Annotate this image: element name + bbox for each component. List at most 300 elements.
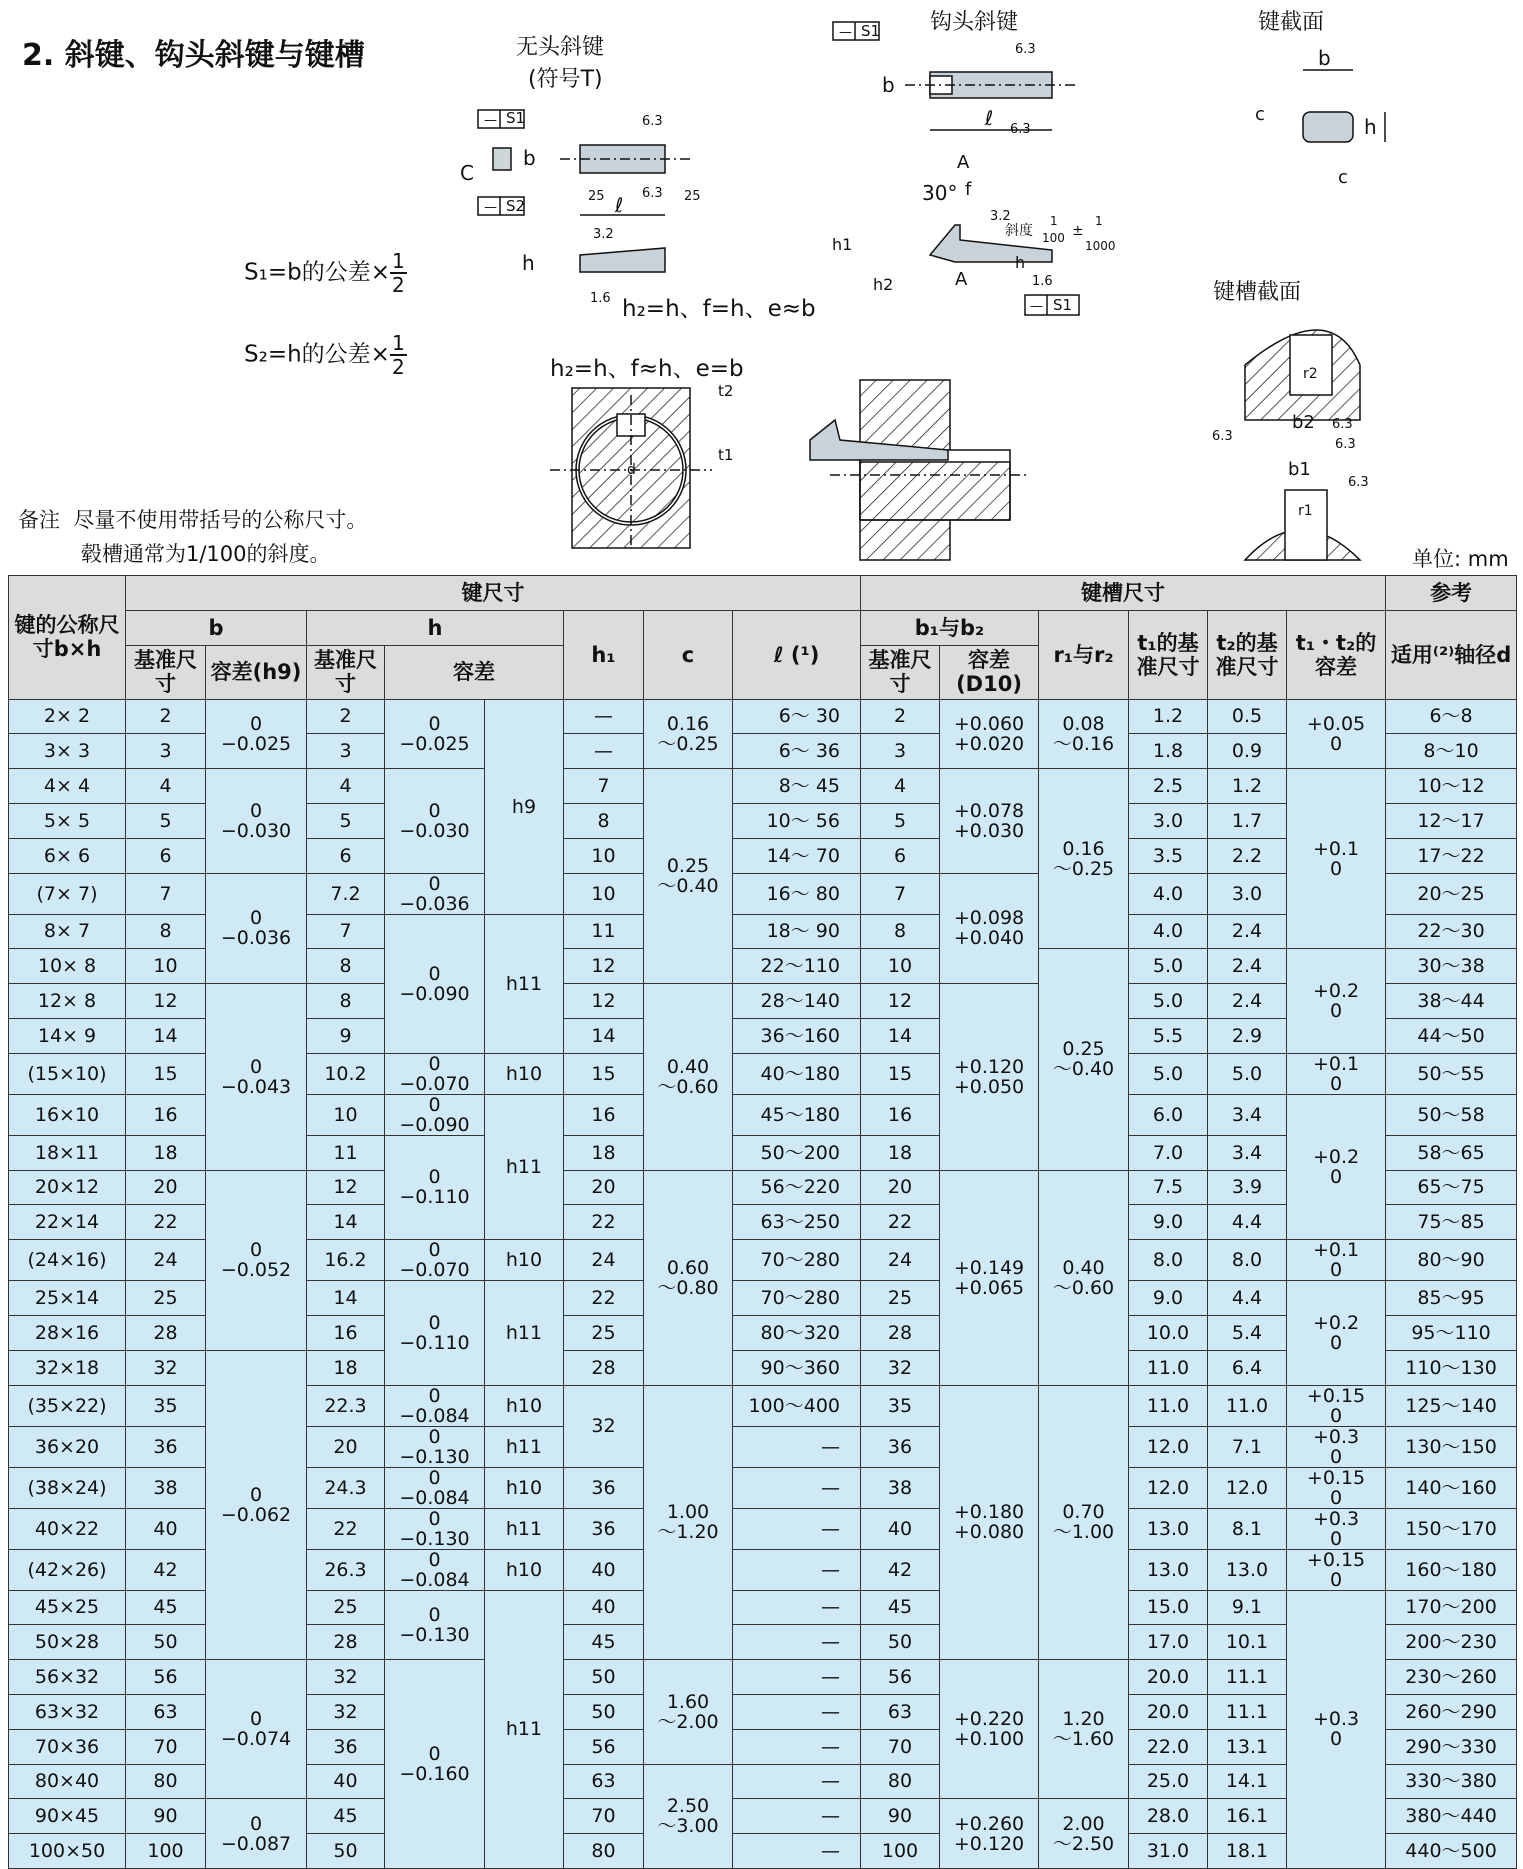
cell-h1: 50	[564, 1660, 644, 1695]
cell-b: 16	[126, 1094, 206, 1135]
shaft-section-drawing	[550, 382, 733, 548]
cell-t2: 16.1	[1208, 1799, 1287, 1834]
cell-d: 8～10	[1386, 734, 1517, 769]
plain-key-drawing	[460, 109, 701, 306]
svg-text:r1: r1	[1298, 503, 1313, 519]
cell-b: 22	[126, 1205, 206, 1240]
merged-cell: h10	[485, 1385, 564, 1426]
cell-t2: 7.1	[1208, 1426, 1287, 1467]
cell-l: —	[733, 1549, 861, 1590]
cell-size: (15×10)	[9, 1053, 126, 1094]
cell-size: (38×24)	[9, 1467, 126, 1508]
cell-h: 26.3	[307, 1549, 385, 1590]
svg-text:100: 100	[1042, 231, 1065, 245]
cell-b: 6	[126, 838, 206, 873]
merged-cell: 0.16 ～0.25	[1039, 769, 1129, 949]
cell-t2: 1.2	[1208, 769, 1287, 804]
cell-t1: 7.5	[1129, 1170, 1208, 1205]
col-l: ℓ (¹)	[733, 610, 861, 699]
merged-cell: h11	[485, 1590, 564, 1868]
cell-d: 330～380	[1386, 1764, 1517, 1799]
cell-l: 14～ 70	[733, 838, 861, 873]
cell-t2: 0.5	[1208, 699, 1287, 734]
merged-cell: 0 −0.036	[206, 873, 307, 984]
cell-t2: 13.1	[1208, 1729, 1287, 1764]
cell-l: 80～320	[733, 1315, 861, 1350]
cell-t1: 20.0	[1129, 1660, 1208, 1695]
cell-h1: 28	[564, 1350, 644, 1385]
merged-cell: 1.20 ～1.60	[1039, 1660, 1129, 1799]
cell-h: 25	[307, 1590, 385, 1625]
cell-h: 45	[307, 1799, 385, 1834]
cell-t2: 4.4	[1208, 1205, 1287, 1240]
svg-text:h: h	[522, 251, 535, 275]
cell-d: 125～140	[1386, 1385, 1517, 1426]
cell-h: 32	[307, 1694, 385, 1729]
cell-h1: 15	[564, 1053, 644, 1094]
cell-t2: 3.0	[1208, 873, 1287, 914]
svg-text:h1: h1	[832, 235, 853, 254]
svg-text:3.2: 3.2	[593, 227, 614, 242]
plain-key-label: 无头斜键	[516, 35, 605, 60]
cell-b1: 36	[861, 1426, 940, 1467]
key-section-label: 键截面	[1258, 10, 1325, 35]
merged-cell: 0 −0.090	[385, 914, 485, 1053]
col-h-base: 基准尺寸	[307, 645, 385, 699]
cell-h: 12	[307, 1170, 385, 1205]
cell-l: —	[733, 1508, 861, 1549]
merged-cell: 0 −0.025	[206, 699, 307, 769]
cell-d: 440～500	[1386, 1834, 1517, 1869]
cell-t2: 2.4	[1208, 914, 1287, 949]
merged-cell: 0 −0.062	[206, 1350, 307, 1659]
cell-t2: 9.1	[1208, 1590, 1287, 1625]
key-section-drawing	[1255, 46, 1385, 188]
cell-l: —	[733, 1694, 861, 1729]
cell-h1: 10	[564, 873, 644, 914]
cell-t2: 2.4	[1208, 949, 1287, 984]
cell-t2: 0.9	[1208, 734, 1287, 769]
cell-d: 95～110	[1386, 1315, 1517, 1350]
cell-b1: 28	[861, 1315, 940, 1350]
cell-t1: 22.0	[1129, 1729, 1208, 1764]
cell-t1: 31.0	[1129, 1834, 1208, 1869]
svg-text:25: 25	[588, 189, 605, 204]
cell-t1: 10.0	[1129, 1315, 1208, 1350]
cell-size: (35×22)	[9, 1385, 126, 1426]
cell-size: 16×10	[9, 1094, 126, 1135]
svg-text:h2: h2	[873, 275, 894, 294]
cell-t2: 2.2	[1208, 838, 1287, 873]
cell-h: 9	[307, 1018, 385, 1053]
cell-b1: 10	[861, 949, 940, 984]
cell-t2: 8.1	[1208, 1508, 1287, 1549]
cell-b: 12	[126, 984, 206, 1019]
col-t1: t₁的基准尺寸	[1129, 610, 1208, 699]
cell-h: 8	[307, 984, 385, 1019]
cell-b1: 12	[861, 984, 940, 1019]
cell-b: 80	[126, 1764, 206, 1799]
cell-l: 100～400	[733, 1385, 861, 1426]
cell-h: 24.3	[307, 1467, 385, 1508]
merged-cell: h10	[485, 1240, 564, 1281]
cell-b1: 4	[861, 769, 940, 804]
cell-l: 45～180	[733, 1094, 861, 1135]
cell-t1: 12.0	[1129, 1426, 1208, 1467]
cell-b1: 25	[861, 1281, 940, 1316]
s2-formula: S₂=h的公差× $\frac{1}{2}$	[244, 331, 405, 379]
merged-cell: 0 −0.052	[206, 1170, 307, 1350]
cell-l: 28～140	[733, 984, 861, 1019]
svg-text:ℓ: ℓ	[615, 193, 624, 217]
svg-text:25: 25	[684, 189, 701, 204]
cell-h1: 18	[564, 1135, 644, 1170]
col-h1: h₁	[564, 610, 644, 699]
cell-h1: 70	[564, 1799, 644, 1834]
cell-t2: 11.0	[1208, 1385, 1287, 1426]
merged-cell: +0.3 0	[1287, 1426, 1386, 1467]
merged-cell: 0 −0.025	[385, 699, 485, 769]
cell-l: —	[733, 1764, 861, 1799]
cell-b1: 22	[861, 1205, 940, 1240]
cell-h1: 63	[564, 1764, 644, 1799]
cell-t1: 28.0	[1129, 1799, 1208, 1834]
cell-t2: 5.0	[1208, 1053, 1287, 1094]
cell-h: 22	[307, 1508, 385, 1549]
merged-cell: 0.40 ～0.60	[644, 984, 733, 1170]
cell-b1: 42	[861, 1549, 940, 1590]
svg-text:h: h	[1364, 115, 1377, 139]
s1-formula: S₁=b的公差× $\frac{1}{2}$	[244, 249, 405, 297]
merged-cell: 0 −0.160	[385, 1660, 485, 1869]
cell-b1: 6	[861, 838, 940, 873]
merged-cell: h11	[485, 1508, 564, 1549]
cell-b: 38	[126, 1467, 206, 1508]
merged-cell: 0 −0.110	[385, 1135, 485, 1239]
cell-l: 10～ 56	[733, 803, 861, 838]
cell-l: 70～280	[733, 1240, 861, 1281]
cell-h1: 40	[564, 1590, 644, 1625]
svg-text:—: —	[484, 200, 497, 215]
merged-cell: 0 −0.070	[385, 1053, 485, 1094]
cell-size: 20×12	[9, 1170, 126, 1205]
cell-size: 50×28	[9, 1625, 126, 1660]
cell-size: 14× 9	[9, 1018, 126, 1053]
merged-cell: 0 −0.087	[206, 1799, 307, 1869]
cell-d: 160～180	[1386, 1549, 1517, 1590]
merged-cell: +0.2 0	[1287, 949, 1386, 1053]
cell-size: 18×11	[9, 1135, 126, 1170]
cell-b: 8	[126, 914, 206, 949]
svg-text:1000: 1000	[1085, 239, 1116, 253]
cell-b: 35	[126, 1385, 206, 1426]
cell-d: 12～17	[1386, 803, 1517, 838]
cell-size: 22×14	[9, 1205, 126, 1240]
cell-d: 260～290	[1386, 1694, 1517, 1729]
cell-b1: 70	[861, 1729, 940, 1764]
svg-text:b1: b1	[1288, 459, 1311, 480]
cell-t1: 11.0	[1129, 1350, 1208, 1385]
cell-d: 170～200	[1386, 1590, 1517, 1625]
cell-b: 40	[126, 1508, 206, 1549]
col-h: h	[307, 610, 564, 645]
svg-text:6.3: 6.3	[642, 114, 663, 129]
cell-b1: 20	[861, 1170, 940, 1205]
cell-t1: 15.0	[1129, 1590, 1208, 1625]
cell-l: 6～ 30	[733, 699, 861, 734]
merged-cell: +0.149 +0.065	[940, 1170, 1039, 1385]
cell-size: 4× 4	[9, 769, 126, 804]
cell-d: 10～12	[1386, 769, 1517, 804]
svg-text:f: f	[965, 179, 972, 200]
cell-h: 8	[307, 949, 385, 984]
cell-l: —	[733, 1625, 861, 1660]
cell-b1: 16	[861, 1094, 940, 1135]
cell-d: 110～130	[1386, 1350, 1517, 1385]
cell-size: 70×36	[9, 1729, 126, 1764]
svg-text:S1: S1	[861, 22, 881, 40]
svg-text:6.3: 6.3	[642, 186, 663, 201]
svg-text:d: d	[627, 462, 636, 478]
cell-size: 25×14	[9, 1281, 126, 1316]
cell-t2: 11.1	[1208, 1660, 1287, 1695]
cell-t1: 20.0	[1129, 1694, 1208, 1729]
cell-b: 5	[126, 803, 206, 838]
svg-text:1: 1	[1050, 214, 1058, 228]
cell-h: 5	[307, 803, 385, 838]
merged-cell: 0 −0.036	[385, 873, 485, 914]
svg-text:±: ±	[1072, 223, 1084, 239]
cell-b1: 35	[861, 1385, 940, 1426]
cell-l: 50～200	[733, 1135, 861, 1170]
cell-size: (7× 7)	[9, 873, 126, 914]
cell-t2: 4.4	[1208, 1281, 1287, 1316]
cell-b1: 100	[861, 1834, 940, 1869]
table-body	[9, 699, 1517, 1868]
cell-t1: 2.5	[1129, 769, 1208, 804]
merged-cell: 0 −0.090	[385, 1094, 485, 1135]
cell-b: 63	[126, 1694, 206, 1729]
col-b1b2: b₁与b₂	[861, 610, 1039, 645]
cell-d: 65～75	[1386, 1170, 1517, 1205]
cell-t1: 13.0	[1129, 1508, 1208, 1549]
cell-h: 20	[307, 1426, 385, 1467]
merged-cell: h11	[485, 914, 564, 1053]
cell-t1: 25.0	[1129, 1764, 1208, 1799]
merged-cell: 0.25 ～0.40	[1039, 949, 1129, 1170]
merged-cell: +0.260 +0.120	[940, 1799, 1039, 1869]
cell-b: 24	[126, 1240, 206, 1281]
cell-b1: 38	[861, 1467, 940, 1508]
cell-t1: 4.0	[1129, 873, 1208, 914]
cell-size: 40×22	[9, 1508, 126, 1549]
cell-size: 12× 8	[9, 984, 126, 1019]
cell-h1: 12	[564, 949, 644, 984]
cell-t2: 12.0	[1208, 1467, 1287, 1508]
cell-b: 18	[126, 1135, 206, 1170]
merged-cell: +0.078 +0.030	[940, 769, 1039, 873]
cell-b: 70	[126, 1729, 206, 1764]
svg-text:6.3: 6.3	[1015, 42, 1036, 57]
plain-key-symbol: (符号T)	[528, 67, 603, 92]
col-b-tol: 容差(h9)	[206, 645, 307, 699]
cell-d: 230～260	[1386, 1660, 1517, 1695]
cell-size: 28×16	[9, 1315, 126, 1350]
merged-cell: 0 −0.030	[385, 769, 485, 873]
merged-cell: 0.16 ～0.25	[644, 699, 733, 769]
col-t-tol: t₁・t₂的容差	[1287, 610, 1386, 699]
svg-text:A: A	[955, 269, 968, 290]
merged-cell: +0.1 0	[1287, 769, 1386, 949]
merged-cell: +0.15 0	[1287, 1385, 1386, 1426]
cell-h1: 45	[564, 1625, 644, 1660]
cell-b: 56	[126, 1660, 206, 1695]
merged-cell: 2.00 ～2.50	[1039, 1799, 1129, 1869]
cell-l: —	[733, 1799, 861, 1834]
cell-h1: 24	[564, 1240, 644, 1281]
cell-t1: 6.0	[1129, 1094, 1208, 1135]
merged-cell: h9	[485, 699, 564, 914]
cell-b: 50	[126, 1625, 206, 1660]
merged-cell: 0 −0.084	[385, 1385, 485, 1426]
cell-l: 36～160	[733, 1018, 861, 1053]
merged-cell: +0.3 0	[1287, 1590, 1386, 1868]
cell-size: 45×25	[9, 1590, 126, 1625]
svg-text:30°: 30°	[922, 181, 958, 205]
merged-cell: 1.00 ～1.20	[644, 1385, 733, 1660]
cell-h: 6	[307, 838, 385, 873]
cell-l: 18～ 90	[733, 914, 861, 949]
cell-b1: 63	[861, 1694, 940, 1729]
svg-text:—: —	[839, 25, 852, 40]
col-b1-tol: 容差(D10)	[940, 645, 1039, 699]
svg-text:1.6: 1.6	[590, 291, 611, 306]
svg-text:c: c	[1338, 167, 1348, 188]
col-reference: 参考	[1386, 576, 1517, 611]
cell-l: 40～180	[733, 1053, 861, 1094]
cell-size: 90×45	[9, 1799, 126, 1834]
svg-text:b: b	[882, 73, 895, 97]
cell-h: 28	[307, 1625, 385, 1660]
table-row	[9, 699, 1517, 734]
cell-t1: 3.0	[1129, 803, 1208, 838]
merged-cell: h11	[485, 1281, 564, 1385]
cell-d: 85～95	[1386, 1281, 1517, 1316]
hook-key-formula: h₂=h、f≈h、e=b	[550, 356, 744, 382]
cell-t2: 18.1	[1208, 1834, 1287, 1869]
svg-text:6.3: 6.3	[1335, 437, 1356, 452]
cell-size: 5× 5	[9, 803, 126, 838]
svg-text:b: b	[523, 146, 536, 170]
cell-h: 16	[307, 1315, 385, 1350]
merged-cell: +0.220 +0.100	[940, 1660, 1039, 1799]
merged-cell: 0 −0.074	[206, 1660, 307, 1799]
cell-h1: 22	[564, 1281, 644, 1316]
cell-d: 130～150	[1386, 1426, 1517, 1467]
cell-h: 10.2	[307, 1053, 385, 1094]
cell-t1: 8.0	[1129, 1240, 1208, 1281]
merged-cell: +0.1 0	[1287, 1053, 1386, 1094]
col-h-tol: 容差	[385, 645, 564, 699]
cell-size: 32×18	[9, 1350, 126, 1385]
keyway-section-drawing	[1212, 330, 1369, 560]
cell-l: 16～ 80	[733, 873, 861, 914]
merged-cell: +0.180 +0.080	[940, 1385, 1039, 1660]
cell-t2: 6.4	[1208, 1350, 1287, 1385]
col-t2: t₂的基准尺寸	[1208, 610, 1287, 699]
col-c: c	[644, 610, 733, 699]
merged-cell: h11	[485, 1094, 564, 1239]
cell-h1: 36	[564, 1508, 644, 1549]
cell-t1: 5.0	[1129, 984, 1208, 1019]
cell-d: 20～25	[1386, 873, 1517, 914]
cell-h1: 25	[564, 1315, 644, 1350]
merged-cell: 0 −0.043	[206, 984, 307, 1170]
table-row	[9, 769, 1517, 804]
cell-b: 3	[126, 734, 206, 769]
cell-h1: 16	[564, 1094, 644, 1135]
cell-d: 38～44	[1386, 984, 1517, 1019]
hook-key-label: 钩头斜键	[930, 10, 1019, 35]
cell-d: 30～38	[1386, 949, 1517, 984]
cell-b: 7	[126, 873, 206, 914]
cell-t1: 1.2	[1129, 699, 1208, 734]
cell-t2: 13.0	[1208, 1549, 1287, 1590]
merged-cell: +0.1 0	[1287, 1240, 1386, 1281]
svg-text:A: A	[957, 152, 970, 173]
cell-h: 14	[307, 1205, 385, 1240]
cell-size: (42×26)	[9, 1549, 126, 1590]
cell-d: 6～8	[1386, 699, 1517, 734]
cell-t2: 14.1	[1208, 1764, 1287, 1799]
cell-h1: 22	[564, 1205, 644, 1240]
cell-b: 90	[126, 1799, 206, 1834]
cell-size: 3× 3	[9, 734, 126, 769]
merged-cell: h11	[485, 1426, 564, 1467]
cell-t2: 3.4	[1208, 1135, 1287, 1170]
cell-b: 4	[126, 769, 206, 804]
col-key-dims: 键尺寸	[126, 576, 861, 611]
svg-text:ℓ: ℓ	[985, 106, 994, 130]
cell-l: —	[733, 1467, 861, 1508]
cell-b: 100	[126, 1834, 206, 1869]
plain-key-formula: h₂=h、f=h、e≈b	[622, 296, 816, 322]
cell-t1: 7.0	[1129, 1135, 1208, 1170]
cell-t2: 10.1	[1208, 1625, 1287, 1660]
col-nominal: 键的公称尺寸b×h	[9, 576, 126, 700]
hub-assembly-drawing	[810, 380, 1030, 560]
cell-d: 75～85	[1386, 1205, 1517, 1240]
cell-l: 63～250	[733, 1205, 861, 1240]
merged-cell: 0.70 ～1.00	[1039, 1385, 1129, 1660]
cell-t2: 5.4	[1208, 1315, 1287, 1350]
merged-cell: +0.120 +0.050	[940, 984, 1039, 1170]
cell-t1: 11.0	[1129, 1385, 1208, 1426]
svg-text:斜度: 斜度	[1005, 223, 1033, 239]
cell-size: 2× 2	[9, 699, 126, 734]
svg-text:t1: t1	[718, 446, 734, 464]
svg-text:S2: S2	[506, 197, 526, 215]
cell-t1: 12.0	[1129, 1467, 1208, 1508]
cell-b1: 7	[861, 873, 940, 914]
cell-b1: 90	[861, 1799, 940, 1834]
cell-h: 14	[307, 1281, 385, 1316]
cell-h: 22.3	[307, 1385, 385, 1426]
svg-text:3.2: 3.2	[990, 209, 1011, 224]
svg-text:S1: S1	[506, 109, 526, 127]
cell-b1: 5	[861, 803, 940, 838]
cell-t2: 3.4	[1208, 1094, 1287, 1135]
